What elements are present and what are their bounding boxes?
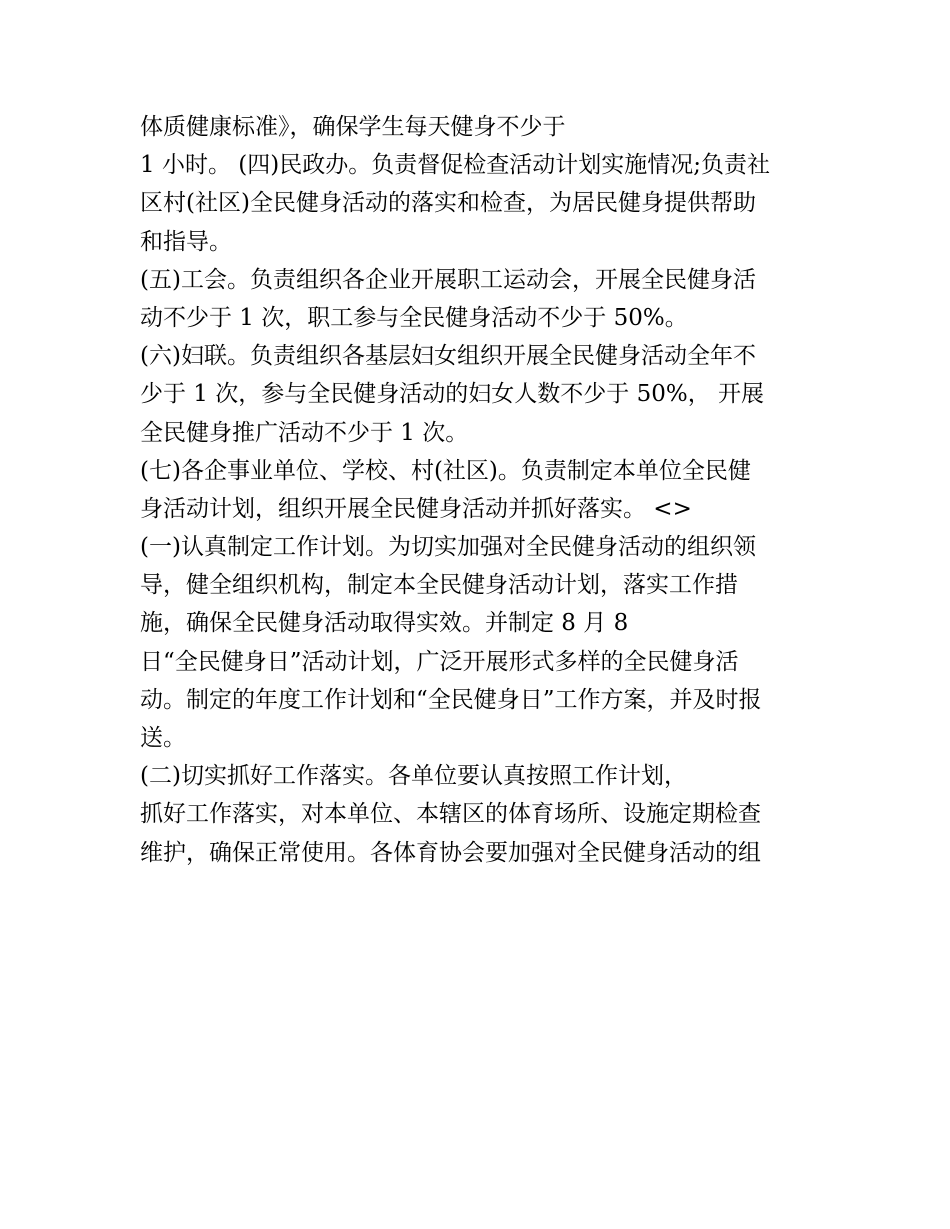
document-body <box>140 108 820 872</box>
text-line: 和指导。 <box>140 228 232 255</box>
text-line: (五)工会。负责组织各企业开展职工运动会，开展全民健身活 <box>140 266 756 293</box>
text-line: 导，健全组织机构，制定本全民健身活动计划，落实工作措 <box>140 572 738 599</box>
text-line: 维护，确保正常使用。各体育协会要加强对全民健身活动的组 <box>140 839 761 866</box>
text-line: 施，确保全民健身活动取得实效。并制定 8 月 8 <box>140 610 629 637</box>
text-line: 日“全民健身日”活动计划，广泛开展形式多样的全民健身活 <box>140 648 739 675</box>
text-line: (七)各企事业单位、学校、村(社区)。负责制定本单位全民健 <box>140 457 751 484</box>
text-line: 身活动计划，组织开展全民健身活动并抓好落实。 <> <box>140 495 692 522</box>
text-line: 送。 <box>140 725 186 751</box>
text-line: 全民健身推广活动不少于 1 次。 <box>140 419 469 446</box>
text-line: 动。制定的年度工作计划和“全民健身日”工作方案，并及时报 <box>140 686 762 713</box>
text-line: 动不少于 1 次，职工参与全民健身活动不少于 50%。 <box>140 304 688 331</box>
text-line: (一)认真制定工作计划。为切实加强对全民健身活动的组织领 <box>140 534 756 561</box>
text-line: (六)妇联。负责组织各基层妇女组织开展全民健身活动全年不 <box>140 343 756 370</box>
text-line: (二)切实抓好工作落实。各单位要认真按照工作计划， <box>140 763 687 790</box>
text-line: 抓好工作落实，对本单位、本辖区的体育场所、设施定期检查 <box>140 801 761 828</box>
text-line: 体质健康标准》，确保学生每天健身不少于 <box>140 114 566 140</box>
text-line: 少于 1 次，参与全民健身活动的妇女人数不少于 50%， 开展 <box>140 381 764 408</box>
text-line: 区村(社区)全民健身活动的落实和检查，为居民健身提供帮助 <box>140 190 756 217</box>
text-line: 1 小时。 (四)民政办。负责督促检查活动计划实施情况;负责社 <box>140 152 770 179</box>
